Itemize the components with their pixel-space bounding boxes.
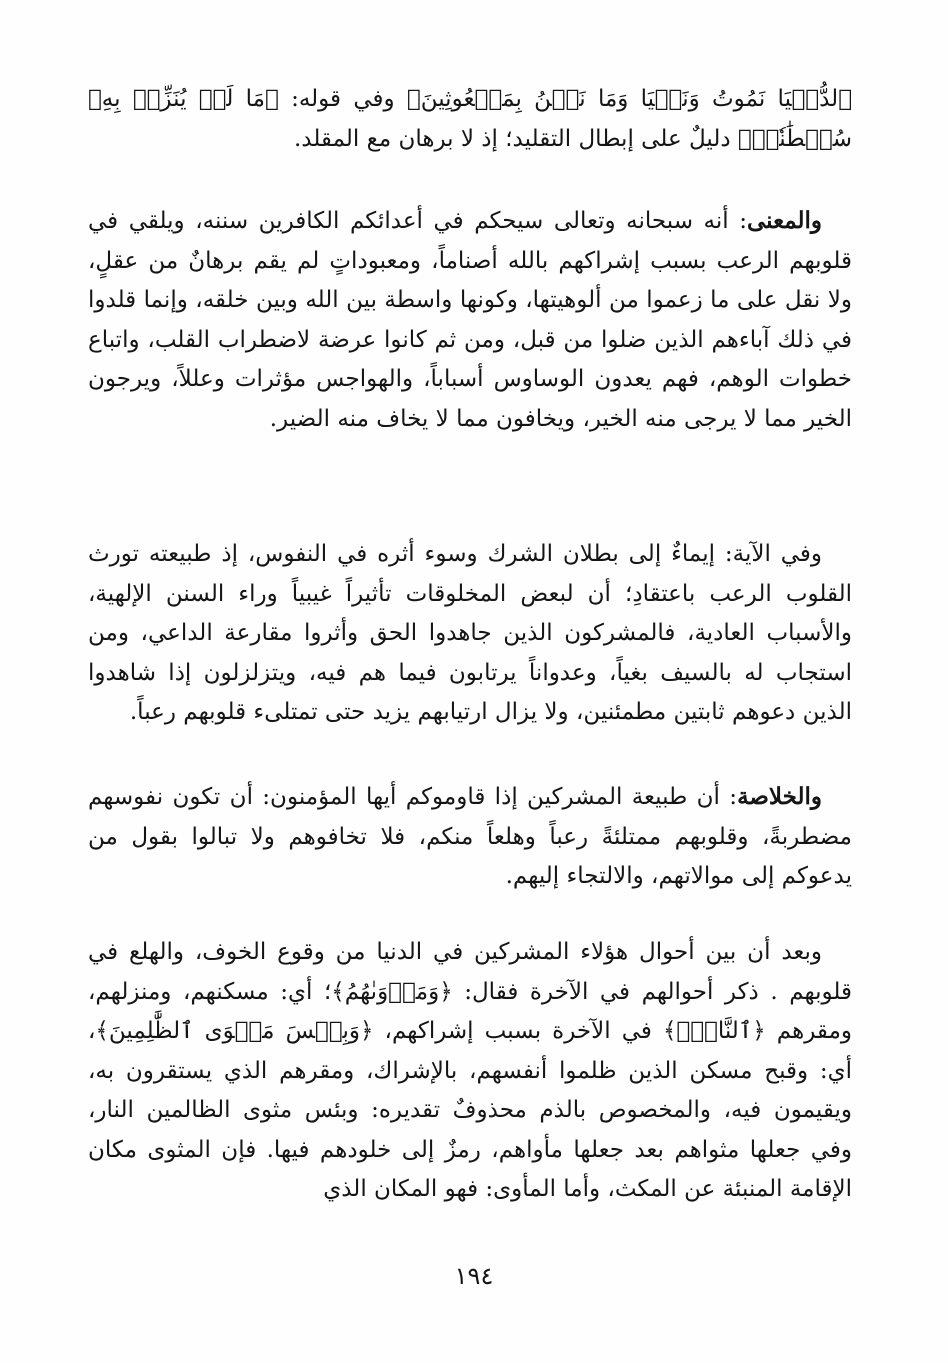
paragraph-1 (88, 80, 852, 159)
paragraph-text: ٱلدُّنۡيَا نَمُوتُ وَنَحۡيَا وَمَا نَحۡنُ بِمَبۡعُوثِينَ﴾ وفي قوله: ﴿مَا لَمۡ يُنَزِّلۡ بِهِۦ سُلۡطَٰنٗاۖ﴾ دليلٌ على إبطال التقليد؛ إذ لا برهان مع المقلد. (88, 86, 852, 152)
page-number: ١٩٤ (454, 1262, 494, 1290)
paragraph-text: : أنه سبحانه وتعالى سيحكم في أعدائكم الكافرين سننه، ويلقي في قلوبهم الرعب بسبب إشراكهم بالله أصناماً، ومعبوداتٍ لم يقم برهانٌ من عقلٍ، ولا نقل على ما زعموا من ألوهيتها، وكونها واسطة بين الله وبين خلقه، وإنما قلدوا في ذلك آباءهم الذين ضلوا من قبل، ومن ثم كانوا عرضة لاضطراب القلب، واتباع خطوات الوهم، فهم يعدون الوساوس أسباباً، والهواجس مؤثرات وعللاً، ويرجون الخير مما لا يرجى منه الخير، ويخافون مما لا يخاف منه الضير. (88, 208, 852, 432)
paragraph-5 (88, 933, 852, 1210)
paragraph-4 (88, 777, 852, 897)
section-term: والمعنى (746, 207, 822, 234)
paragraph-text: : أن طبيعة المشركين إذا قاوموكم أيها المؤمنون: أن تكون نفوسهم مضطربةً، وقلوبهم ممتلئةً رعباً وهلعاً منكم، فلا تخافوهم ولا تبالوا بقول من يدعوكم إلى موالاتهم، والالتجاء إليهم. (88, 784, 852, 889)
section-term: والخلاصة (737, 783, 822, 810)
paragraph-2 (88, 201, 852, 439)
paragraph-text: وبعد أن بين أحوال هؤلاء المشركين في الدنيا من وقوع الخوف، والهلع في قلوبهم . ذكر أحوالهم في الآخرة فقال: ﴿وَمَأۡوَىٰهُمُ﴾؛ أي: مسكنهم، ومنزلهم، ومقرهم ﴿ٱلنَّارُۖ﴾ في الآخرة بسبب إشراكهم، ﴿وَبِئۡسَ مَثۡوَى ٱلظَّٰلِمِينَ﴾، أي: وقبح مسكن الذين ظلموا أنفسهم، بالإشراك، ومقرهم الذي يستقرون به، ويقيمون فيه، والمخصوص بالذم محذوفٌ تقديره: وبئس مثوى الظالمين النار، وفي جعلها مثواهم بعد جعلها مأواهم، رمزٌ إلى خلودهم فيها. فإن المثوى مكان الإقامة المنبئة عن المكث، وأما المأوى: فهو المكان الذي (88, 939, 852, 1202)
paragraph-3 (88, 535, 852, 733)
paragraph-text: وفي الآية: إيماءٌ إلى بطلان الشرك وسوء أثره في النفوس، إذ طبيعته تورث القلوب الرعب باعتقادِ؛ أن لبعض المخلوقات تأثيراً غيبياً وراء السنن الإلهية، والأسباب العادية، فالمشركون الذين جاهدوا الحق وأثروا مقارعة الداعي، ومن استجاب له بالسيف بغياً، وعدواناً يرتابون فيما هم فيه، ويتزلزلون إذا شاهدوا الذين دعوهم ثابتين مطمئنين، ولا يزال ارتيابهم يزيد حتى تمتلىء قلوبهم رعباً. (88, 541, 852, 725)
